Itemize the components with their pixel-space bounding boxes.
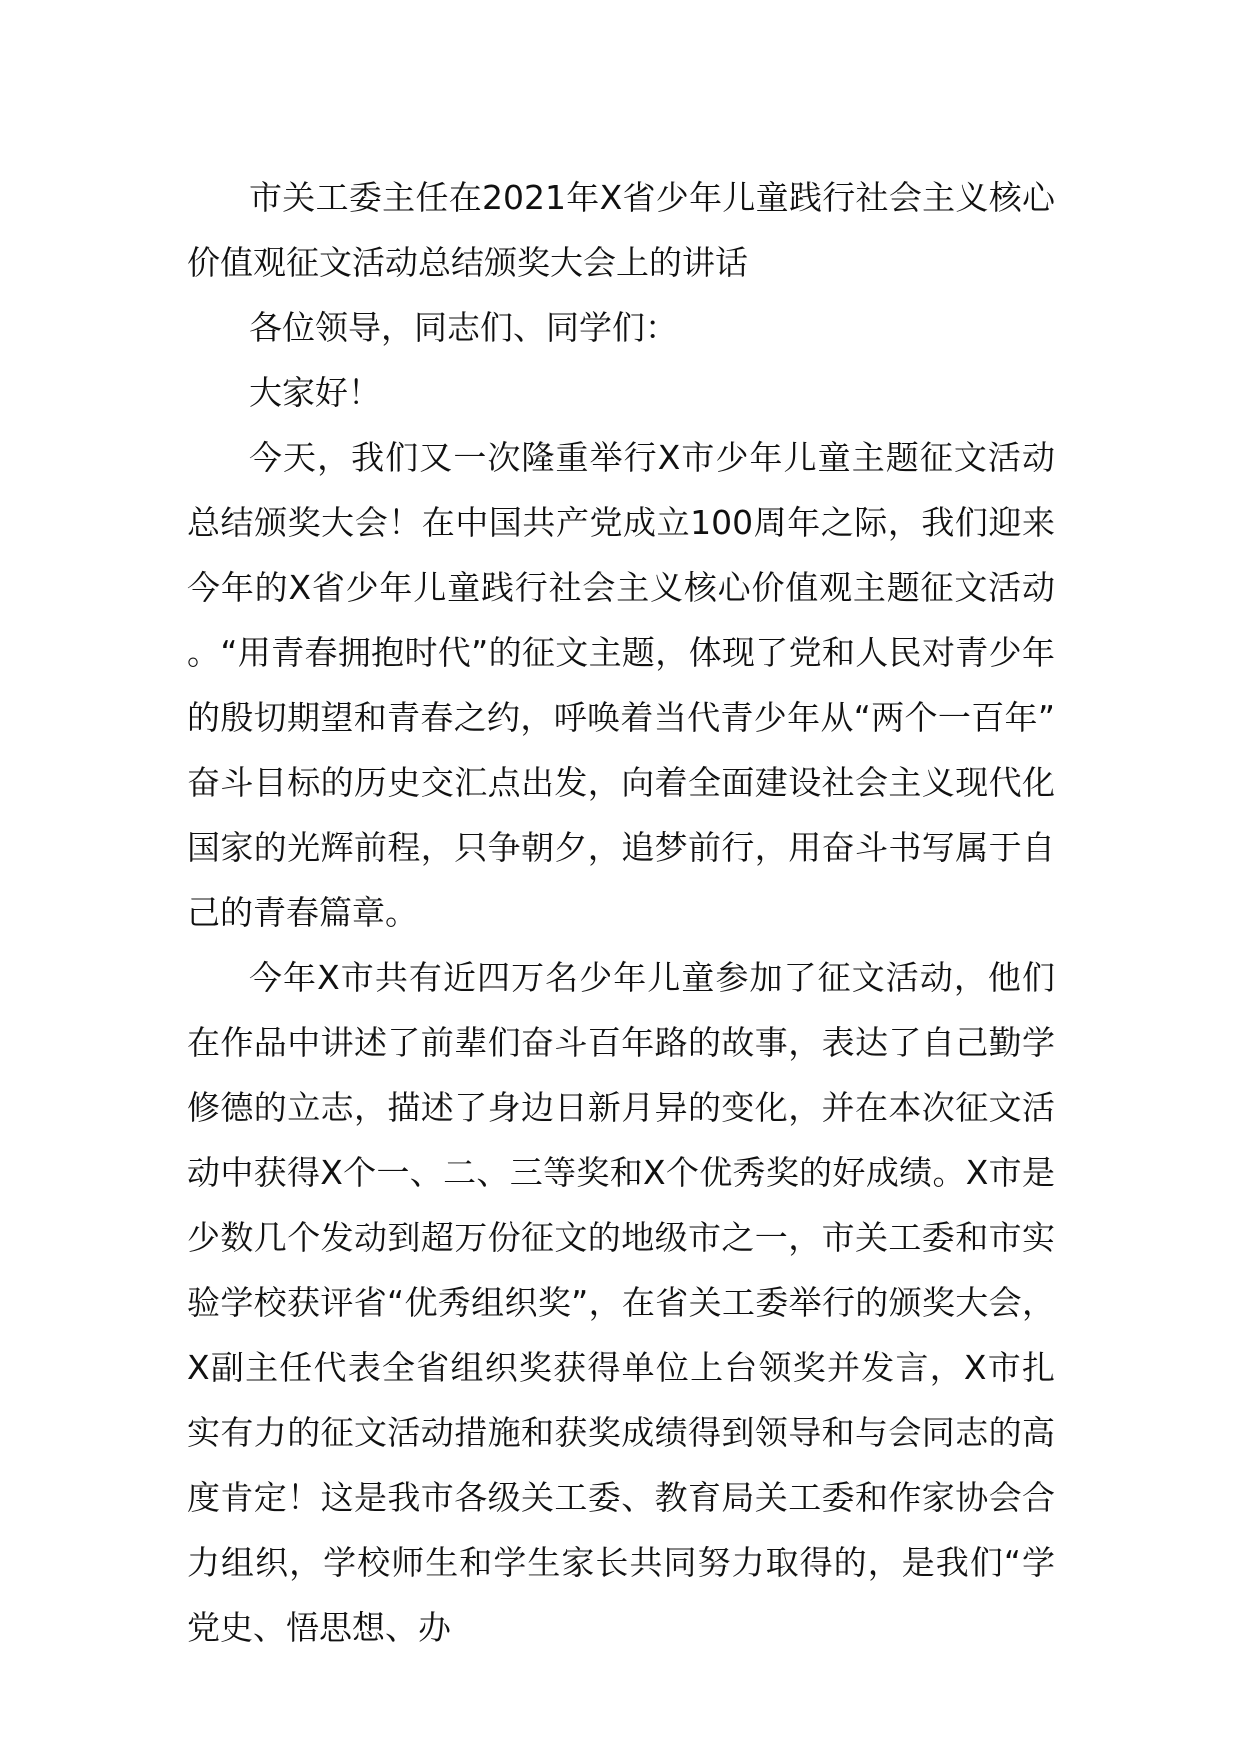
body-paragraph-1: 今天，我们又一次隆重举行X市少年儿童主题征文活动总结颁奖大会！在中国共产党成立100周年之际，我们迎来今年的X省少年儿童践行社会主义核心价值观主题征文活动。“用青春拥抱时代”的征文主题，体现了党和人民对青少年的殷切期望和青春之约，呼唤着当代青少年从“两个一百年”奋斗目标的历史交汇点出发，向着全面建设社会主义现代化国家的光辉前程，只争朝夕，追梦前行，用奋斗书写属于自己的青春篇章。 — [187, 438, 1055, 932]
document-body — [187, 165, 1055, 1660]
body-paragraph-2: 今年X市共有近四万名少年儿童参加了征文活动，他们在作品中讲述了前辈们奋斗百年路的故事，表达了自己勤学修德的立志，描述了身边日新月异的变化，并在本次征文活动中获得X个一、二、三等奖和X个优秀奖的好成绩。X市是少数几个发动到超万份征文的地级市之一，市关工委和市实验学校获评省“优秀组织奖”，在省关工委举行的颁奖大会，X副主任代表全省组织奖获得单位上台领奖并发言，X市扎实有力的征文活动措施和获奖成绩得到领导和与会同志的高度肯定！这是我市各级关工委、教育局关工委和作家协会合力组织，学校师生和学生家长共同努力取得的，是我们“学党史、悟思想、办 — [187, 958, 1055, 1647]
greeting: 大家好！ — [249, 373, 381, 412]
speech-title: 市关工委主任在2021年X省少年儿童践行社会主义核心价值观征文活动总结颁奖大会上的讲话 — [187, 178, 1055, 282]
salutation: 各位领导，同志们、同学们： — [249, 308, 678, 347]
